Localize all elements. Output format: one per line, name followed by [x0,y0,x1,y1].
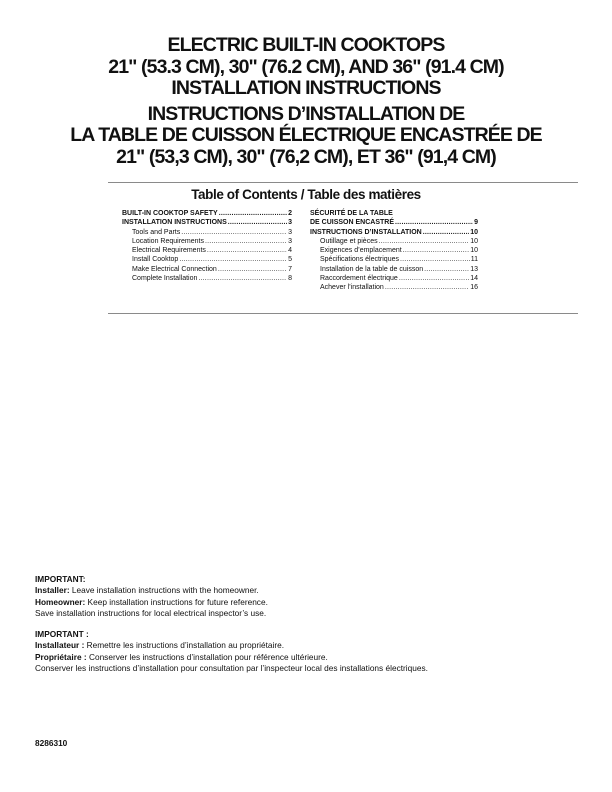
owner-note-fr [35,652,575,663]
installer-text-en: Leave installation instructions with the homeowner. [69,585,259,596]
title-fr-line-2: LA TABLE DE CUISSON ÉLECTRIQUE ENCASTRÉE DE [70,124,542,146]
toc-entry-page: 8 [288,275,292,283]
toc-entry-page: 11 [470,256,478,264]
document-title [0,35,612,168]
owner-text-fr: Conserver les instructions d’installation pour référence ultérieure. [86,651,328,662]
toc-entry-complete-installation[interactable] [122,274,292,283]
toc-entry-page: 3 [288,237,292,245]
title-en-line-3: INSTALLATION INSTRUCTIONS [171,77,441,99]
toc-entry-label: Electrical Requirements [132,247,206,255]
important-notes [35,574,575,674]
toc-column-french [310,209,478,293]
toc-entry-label: BUILT-IN COOKTOP SAFETY [122,210,218,217]
toc-entry-electrical-requirements[interactable] [122,246,292,255]
homeowner-label-en: Homeowner: [35,596,86,607]
homeowner-note-en [35,597,575,608]
homeowner-text-en: Keep installation instructions for future reference. [85,596,268,607]
toc-entry-page: 7 [288,265,292,273]
toc-entry-page: 3 [288,219,292,227]
toc-entry-label: Install Cooktop [132,256,179,264]
toc-entry-raccordement[interactable] [310,274,478,283]
toc-entry-tools-and-parts[interactable] [122,228,292,237]
toc-bottom-rule [108,313,578,314]
installer-label-fr: Installateur : [35,640,85,651]
toc-entry-instructions-installation[interactable] [310,228,478,237]
toc-entry-page: 10 [470,237,478,245]
toc-entry-label: SÉCURITÉ DE LA TABLE [310,210,393,217]
toc-entry-page: 3 [288,228,292,236]
toc-entry-specifications[interactable] [310,255,478,264]
toc-entry-page: 14 [470,275,478,283]
owner-label-fr: Propriétaire : [35,651,87,662]
title-en-line-2: 21" (53.3 CM), 30" (76.2 CM), AND 36" (91.4 CM) [108,55,504,78]
toc-entry-outillage[interactable] [310,237,478,246]
toc-entry-achever[interactable] [310,283,478,292]
title-fr-line-1: INSTRUCTIONS D’INSTALLATION DE [147,102,465,125]
important-heading-en: IMPORTANT: [35,574,86,584]
installer-note-en [35,585,575,596]
save-note-fr: Conserver les instructions d’installation pour consultation par l’inspecteur local des installations électriques. [35,663,428,674]
toc-entry-label: Tools and Parts [132,228,181,236]
toc-entry-page: 9 [474,219,478,227]
toc-entry-page: 10 [470,228,478,236]
toc-entry-cooktop-safety[interactable] [122,209,292,218]
toc-entry-page: 16 [470,284,478,292]
toc-entry-label: Location Requirements [132,237,204,245]
toc-heading: Table of Contents / Table des matières [191,187,421,202]
installer-note-fr [35,640,575,651]
toc-entry-label: Exigences d’emplacement [320,247,402,255]
toc-entry-label: INSTALLATION INSTRUCTIONS [122,219,227,227]
toc-column-english [122,209,292,283]
toc-entry-installation-instructions[interactable] [122,218,292,227]
toc-top-rule [108,182,578,183]
toc-entry-label: Installation de la table de cuisson [320,265,424,273]
installer-text-fr: Remettre les instructions d’installation au propriétaire. [84,640,285,651]
toc-entry-exigences[interactable] [310,246,478,255]
toc-entry-label: Outillage et pièces [320,237,378,245]
important-heading-fr: IMPORTANT : [35,629,89,640]
toc-entry-installation-table[interactable] [310,265,478,274]
toc-entry-securite-line-1[interactable] [310,209,478,218]
installer-label-en: Installer: [35,585,70,596]
title-en-line-1: ELECTRIC BUILT-IN COOKTOPS [167,34,445,56]
toc-entry-label: Make Electrical Connection [132,265,217,273]
toc-entry-label: Achever l’installation [320,284,384,292]
toc-entry-label: Complete Installation [132,275,198,283]
toc-entry-page: 10 [470,247,478,255]
toc-entry-page: 13 [470,265,478,273]
toc-entry-make-electrical-connection[interactable] [122,265,292,274]
toc-entry-label: DE CUISSON ENCASTRÉ [310,219,395,227]
toc-entry-label: Raccordement électrique [320,275,398,283]
toc-entry-securite-line-2[interactable] [310,218,478,227]
toc-entry-install-cooktop[interactable] [122,255,292,264]
toc-entry-location-requirements[interactable] [122,237,292,246]
title-fr-line-3: 21" (53,3 CM), 30" (76,2 CM), ET 36" (91,4 CM) [116,145,496,168]
toc-entry-page: 2 [288,210,292,217]
toc-entry-page: 5 [288,256,292,264]
save-note-en: Save installation instructions for local electrical inspector’s use. [35,607,267,618]
toc-entry-page: 4 [288,247,292,255]
toc-entry-label: Spécifications électriques [320,256,399,264]
toc-entry-label: INSTRUCTIONS D’INSTALLATION [310,228,422,236]
document-number: 8286310 [35,738,68,748]
